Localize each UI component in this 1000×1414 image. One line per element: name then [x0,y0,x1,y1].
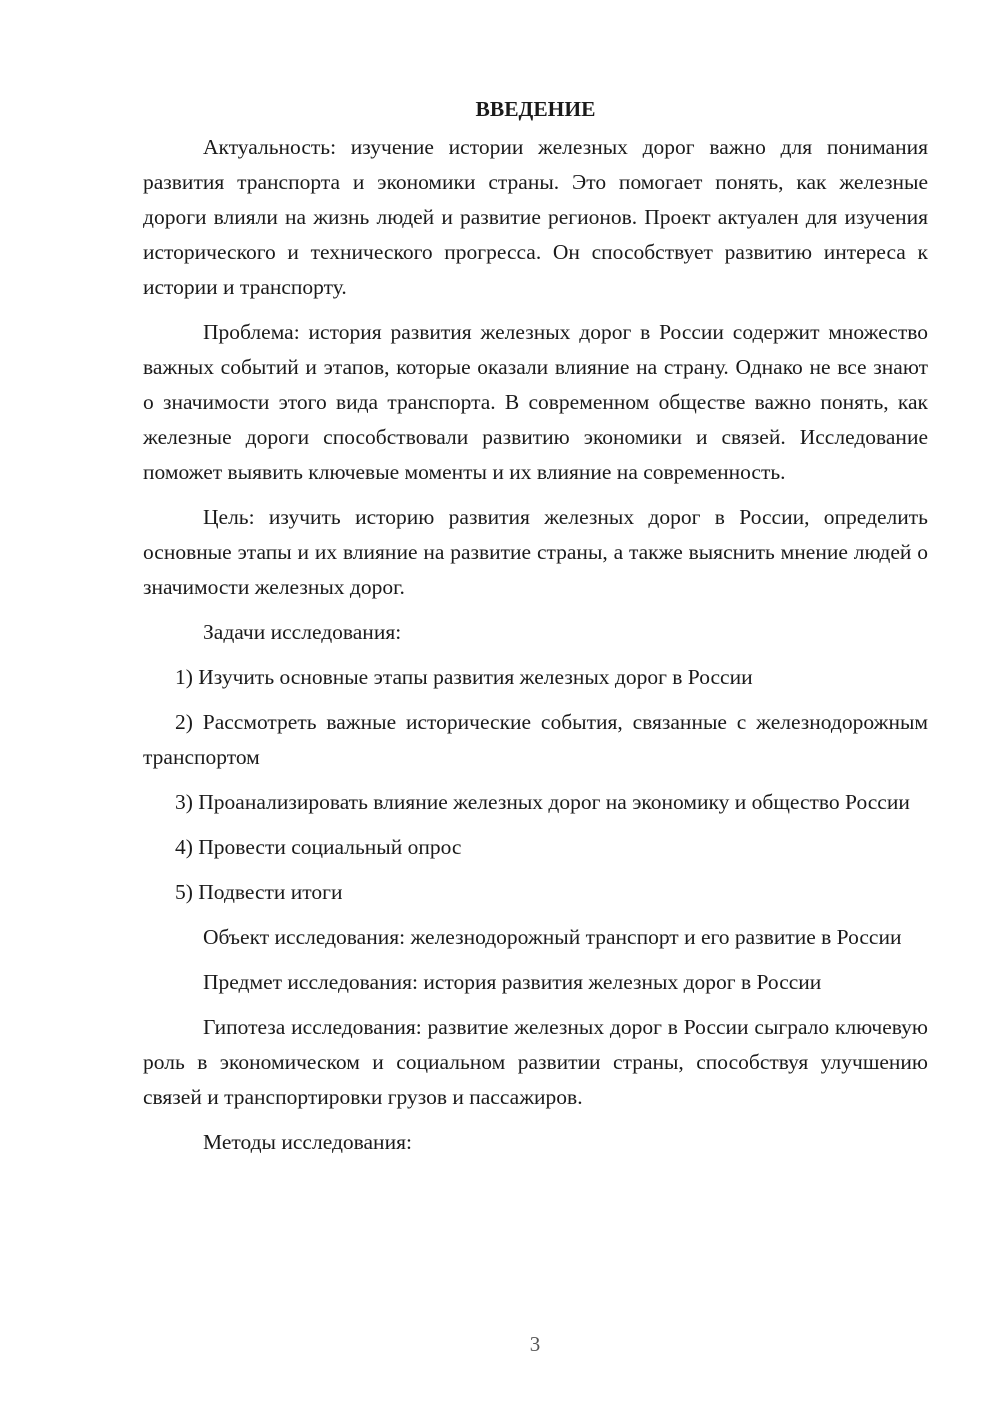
task-item: 1) Изучить основные этапы развития железных дорог в России [175,665,753,689]
subject-paragraph: Предмет исследования: история развития железных дорог в России [203,970,822,994]
task-item: 3) Проанализировать влияние железных дорог на экономику и общество России [175,790,910,814]
task-item: 2) Рассмотреть важные исторические события, связанные с железнодорожным транспортом [143,710,928,769]
hypothesis-paragraph: Гипотеза исследования: развитие железных дорог в России сыграло ключевую роль в экономическом и социальном развитии страны, способствуя улучшению связей и транспортировки грузов и пассажиров. [143,1015,928,1109]
page-number: 3 [529,1332,541,1356]
task-item: 5) Подвести итоги [175,880,343,904]
page-title: ВВЕДЕНИЕ [475,97,596,121]
object-paragraph: Объект исследования: железнодорожный транспорт и его развитие в России [203,925,902,949]
problem-paragraph: Проблема: история развития железных дорог в России содержит множество важных событий и этапов, которые оказали влияние на страну. Однако не все знают о значимости этого вида транспорта. В современном обществе важно понять, как железные дороги способствовали развитию экономики и связей. Исследование поможет выявить ключевые моменты и их влияние на современность. [143,320,928,484]
goal-paragraph: Цель: изучить историю развития железных дорог в России, определить основные этапы и их влияние на развитие страны, а также выяснить мнение людей о значимости железных дорог. [143,505,928,599]
task-item: 4) Провести социальный опрос [175,835,462,859]
tasks-heading: Задачи исследования: [203,620,402,644]
relevance-paragraph: Актуальность: изучение истории железных дорог важно для понимания развития транспорта и экономики страны. Это помогает понять, как железные дороги влияли на жизнь людей и развитие регионов. Проект актуален для изучения исторического и технического прогресса. Он способствует развитию интереса к истории и транспорту. [143,135,928,299]
methods-heading: Методы исследования: [203,1130,412,1154]
page-body [143,92,928,1170]
